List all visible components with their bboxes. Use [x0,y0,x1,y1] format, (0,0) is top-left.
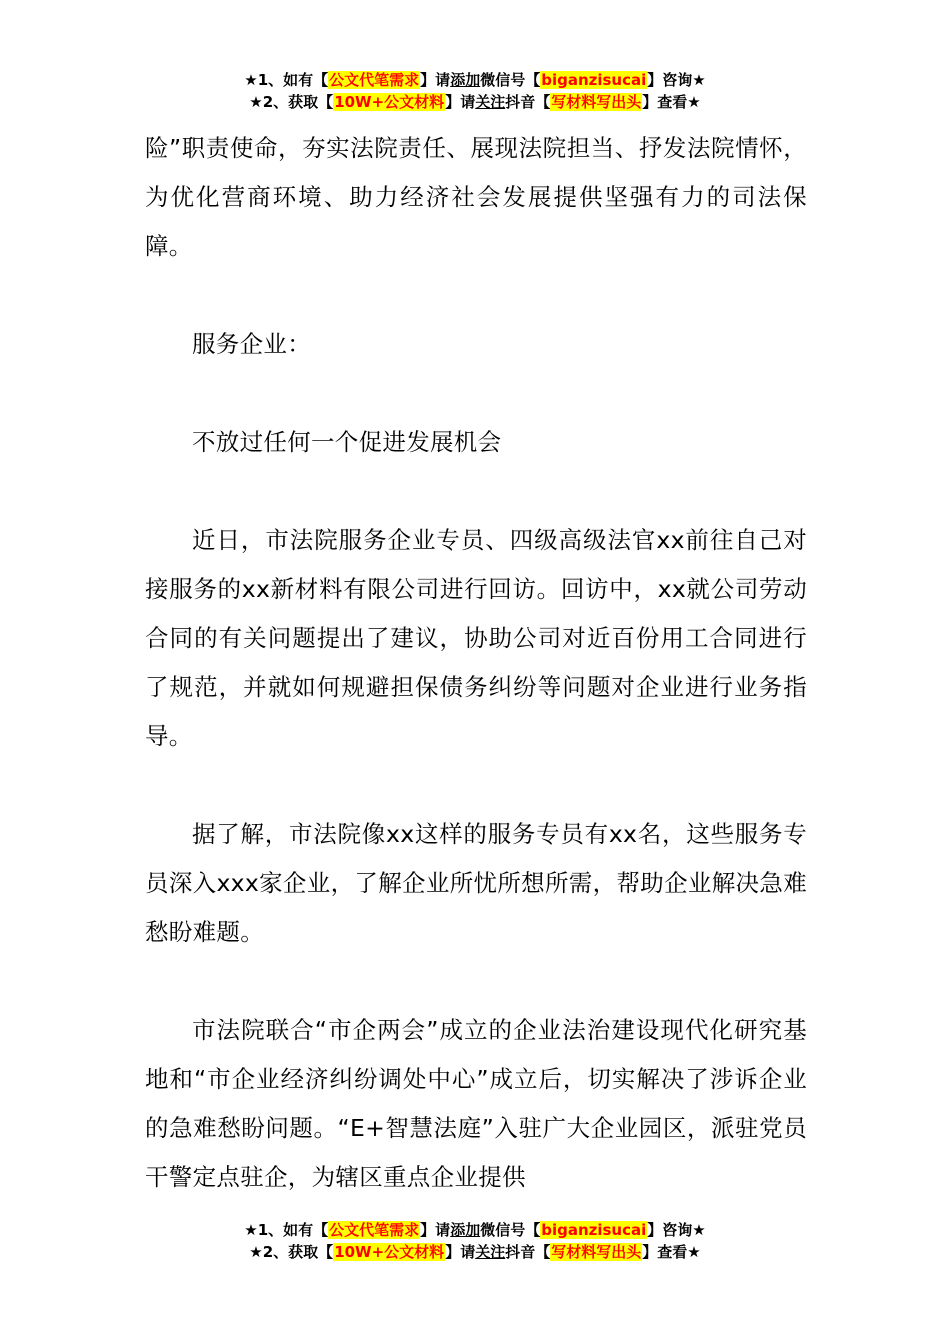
highlight-wechat-id: biganzisucai [541,71,647,89]
banner-line-1: ★1、如有【公文代笔需求】请添加微信号【biganzisucai】咨询★ [244,71,706,89]
section-subheading: 不放过任何一个促进发展机会 [192,428,502,456]
section-heading: 服务企业： [192,330,311,358]
paragraph: 市法院联合“市企两会”成立的企业法治建设现代化研究基地和“市企业经济纠纷调处中心”成立后，切实解决了涉诉企业的急难愁盼问题。“E+智慧法庭”入驻广大企业园区，派驻党员干警定点驻企，为辖区重点企业提供 [145,1016,807,1191]
highlight-materials: 10W+公文材料 [334,93,445,111]
highlight-douyin: 写材料写出头 [551,93,642,111]
highlight-materials: 10W+公文材料 [334,1243,445,1261]
highlight-wechat-id: biganzisucai [541,1221,647,1239]
document-body [145,124,807,1251]
banner-line-2: ★2、获取【10W+公文材料】请关注抖音【写材料写出头】查看★ [249,93,701,111]
footer-banner [0,1219,950,1263]
highlight-douyin: 写材料写出头 [551,1243,642,1261]
banner-line-2: ★2、获取【10W+公文材料】请关注抖音【写材料写出头】查看★ [249,1243,701,1261]
highlight-service: 公文代笔需求 [329,1221,420,1239]
highlight-service: 公文代笔需求 [329,71,420,89]
banner-line-1: ★1、如有【公文代笔需求】请添加微信号【biganzisucai】咨询★ [244,1221,706,1239]
header-banner [0,69,950,113]
paragraph-continuation: 险”职责使命，夯实法院责任、展现法院担当、抒发法院情怀，为优化营商环境、助力经济社会发展提供坚强有力的司法保障。 [145,134,807,260]
paragraph: 据了解，市法院像xx这样的服务专员有xx名，这些服务专员深入xxx家企业，了解企业所忧所想所需，帮助企业解决急难愁盼难题。 [145,820,807,946]
paragraph: 近日，市法院服务企业专员、四级高级法官xx前往自己对接服务的xx新材料有限公司进行回访。回访中，xx就公司劳动合同的有关问题提出了建议，协助公司对近百份用工合同进行了规范，并就如何规避担保债务纠纷等问题对企业进行业务指导。 [145,526,807,750]
